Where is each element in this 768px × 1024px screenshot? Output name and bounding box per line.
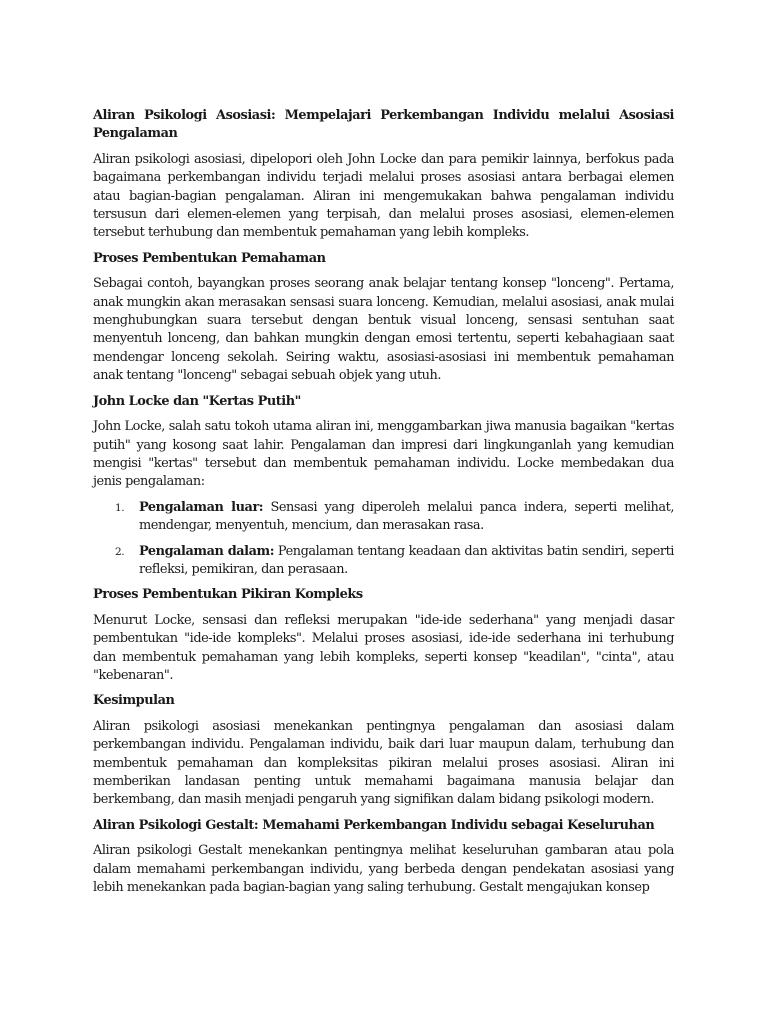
- section-heading: John Locke dan "Kertas Putih": [93, 393, 301, 409]
- list-text: Sensasi yang diperoleh melalui panca indera, seperti melihat, mendengar, menyentuh, mencium, dan merasakan rasa.: [139, 499, 674, 534]
- document-page: [93, 107, 674, 904]
- section-heading: Proses Pembentukan Pemahaman: [93, 250, 326, 266]
- list-text: Pengalaman tentang keadaan dan aktivitas batin sendiri, seperti refleksi, pemikiran, dan perasaan.: [139, 543, 674, 577]
- section-paragraph: Sebagai contoh, bayangkan proses seorang anak belajar tentang konsep "lonceng". Pertama, anak mungkin akan merasakan sensasi suara lonceng. Kemudian, melalui asosiasi, anak mulai menghubungkan suara tersebut dengan bentuk visual lonceng, sensasi sentuhan saat menyentuh lonceng, dan bahkan mungkin dengan emosi tertentu, seperti kebahagiaan saat mendengar lonceng sekolah. Seiring waktu, asosiasi-asosiasi ini membentuk pemahaman anak tentang "lonceng" sebagai sebuah objek yang utuh.: [93, 276, 674, 384]
- section-paragraph: Aliran psikologi asosiasi menekankan pentingnya pengalaman dan asosiasi dalam perkembangan individu. Pengalaman individu, baik dari luar maupun dalam, terhubung dan membentuk pemahaman dan kompleksitas pikiran melalui proses asosiasi. Aliran ini memberikan landasan penting untuk memahami bagaimana manusia belajar dan berkembang, dan masih menjadi pengaruh yang signifikan dalam bidang psikologi modern.: [93, 718, 674, 808]
- list-term: Pengalaman dalam:: [139, 543, 275, 559]
- section-paragraph: Aliran psikologi asosiasi, dipelopori oleh John Locke dan para pemikir lainnya, berfokus pada bagaimana perkembangan individu terjadi melalui proses asosiasi antara berbagai elemen atau bagian-bagian pengalaman. Aliran ini mengemukakan bahwa pengalaman individu tersusun dari elemen-elemen yang terpisah, dan melalui proses asosiasi, elemen-elemen tersebut terhubung dan membentuk pemahaman yang lebih kompleks.: [93, 151, 674, 241]
- section-heading: Kesimpulan: [93, 693, 175, 709]
- section-heading: Aliran Psikologi Gestalt: Memahami Perkembangan Individu sebagai Keseluruhan: [93, 817, 655, 833]
- section-paragraph: John Locke, salah satu tokoh utama aliran ini, menggambarkan jiwa manusia bagaikan "kertas putih" yang kosong saat lahir. Pengalaman dan impresi dari lingkunganlah yang kemudian mengisi "kertas" tersebut dan membentuk pemahaman individu. Locke membedakan dua jenis pengalaman:: [93, 419, 674, 490]
- list-term: Pengalaman luar:: [139, 499, 264, 515]
- section-heading: Proses Pembentukan Pikiran Kompleks: [93, 587, 363, 603]
- section-paragraph: Menurut Locke, sensasi dan refleksi merupakan "ide-ide sederhana" yang menjadi dasar pembentukan "ide-ide kompleks". Melalui proses asosiasi, ide-ide sederhana ini terhubung dan membentuk pemahaman yang lebih kompleks, seperti konsep "keadilan", "cinta", atau "kebenaran".: [93, 612, 674, 683]
- section-paragraph: Aliran psikologi Gestalt menekankan pentingnya melihat keseluruhan gambaran atau pola dalam memahami perkembangan individu, yang berbeda dengan pendekatan asosiasi yang lebih menekankan pada bagian-bagian yang saling terhubung. Gestalt mengajukan konsep: [93, 843, 674, 896]
- section-heading: Aliran Psikologi Asosiasi: Mempelajari Perkembangan Individu melalui Asosiasi Pengalaman: [93, 108, 674, 142]
- experience-types-list: [93, 499, 674, 580]
- list-item: [93, 543, 674, 580]
- list-number: 2.: [115, 545, 125, 558]
- list-number: 1.: [115, 501, 125, 514]
- list-item: [93, 499, 674, 536]
